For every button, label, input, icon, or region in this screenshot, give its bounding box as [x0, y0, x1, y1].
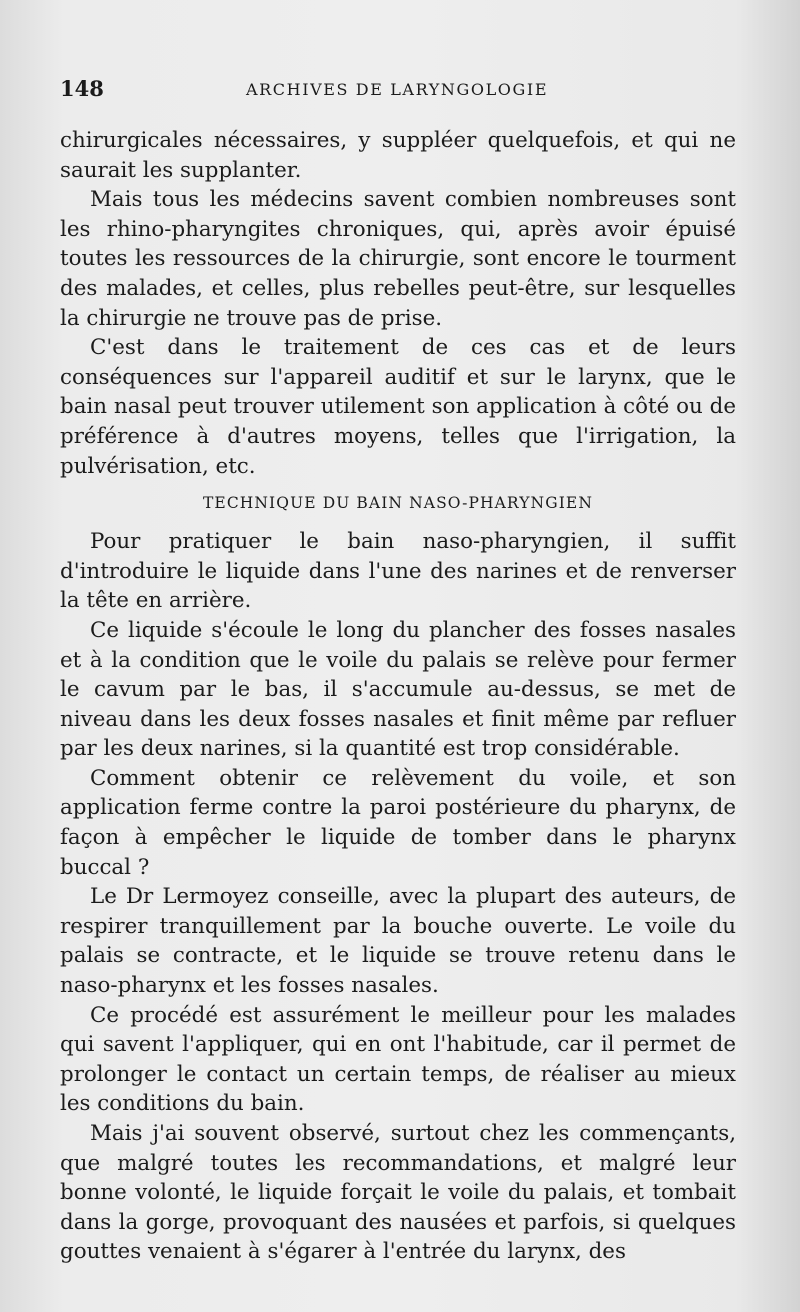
paragraph: Mais j'ai souvent observé, surtout chez les commençants, que malgré toutes les recommandations, et malgré leur bonne volonté, le liquide forçait le voile du palais, et tombait dans la gorge, provoquant des nausées et parfois, si quelques gouttes venaient à s'égarer à l'entrée du larynx, des: [60, 1121, 736, 1265]
page-header: [60, 76, 740, 106]
paragraph: Le Dr Lermoyez conseille, avec la plupart des auteurs, de respirer tranquillement par la bouche ouverte. Le voile du palais se contracte, et le liquide se trouve retenu dans le naso-pharynx et les fosses nasales.: [60, 884, 736, 999]
paragraph: Pour pratiquer le bain naso-pharyngien, il suffit d'introduire le liquide dans l'une des narines et de renverser la tête en arrière.: [60, 529, 736, 614]
section-heading: TECHNIQUE DU BAIN NASO-PHARYNGIEN: [202, 494, 594, 513]
paragraph: Ce liquide s'écoule le long du plancher des fosses nasales et à la condition que le voile du palais se relève pour fermer le cavum par le bas, il s'accumule au-dessus, se met de niveau dans les deux fosses nasales et finit même par refluer par les deux narines, si la quantité est trop considérable.: [60, 617, 736, 762]
running-title: ARCHIVES DE LARYNGOLOGIE: [246, 80, 549, 99]
paragraph: Ce procédé est assurément le meilleur pour les malades qui savent l'appliquer, qui en ont l'habitude, car il permet de prolonger le contact un certain temps, de réaliser au mieux les conditions du bain.: [60, 1002, 736, 1117]
page-number: 148: [60, 76, 104, 101]
paragraph: C'est dans le traitement de ces cas et de leurs conséquences sur l'appareil auditif et sur le larynx, que le bain nasal peut trouver utilement son application à côté ou de préférence à d'autres moyens, telles que l'irrigation, la pulvérisation, etc.: [60, 335, 736, 479]
body-text: [60, 126, 736, 1267]
paragraph: Comment obtenir ce relèvement du voile, et son application ferme contre la paroi postérieure du pharynx, de façon à empêcher le liquide de tomber dans le pharynx buccal ?: [60, 765, 736, 880]
paragraph: Mais tous les médecins savent combien nombreuses sont les rhino-pharyngites chroniques, qui, après avoir épuisé toutes les ressources de la chirurgie, sont encore le tourment des malades, et celles, plus rebelles peut-être, sur lesquelles la chirurgie ne trouve pas de prise.: [60, 187, 736, 331]
paragraph-continued: chirurgicales nécessaires, y suppléer quelquefois, et qui ne saurait les supplanter.: [60, 128, 736, 183]
